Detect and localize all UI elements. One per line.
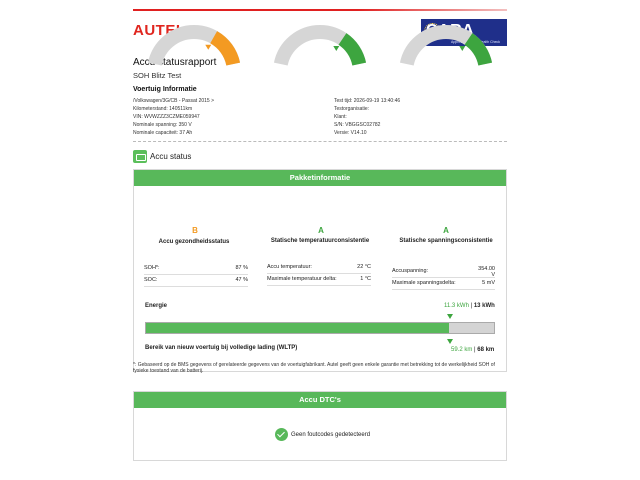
customer: Klant: bbox=[334, 114, 347, 121]
test-time: Test tijd: 2026-09-19 13:40:46 bbox=[334, 98, 401, 104]
section-divider bbox=[133, 141, 507, 142]
energy-value bbox=[444, 303, 495, 309]
vehicle-nominal-voltage: Nominale spanning: 350 V bbox=[133, 122, 192, 129]
check-circle-icon bbox=[275, 428, 288, 441]
gauge-segment bbox=[468, 39, 485, 64]
voltage-row bbox=[392, 266, 495, 278]
vehicle-vin: VIN: WVWZZZ3CZME059947 bbox=[133, 114, 200, 121]
voltage-delta-value: 5 mV bbox=[482, 280, 495, 286]
soh-row bbox=[144, 263, 248, 275]
energy-separator: | bbox=[468, 303, 474, 309]
energy-bar-fill bbox=[146, 323, 449, 333]
autel-logo: AUTEL bbox=[133, 22, 186, 39]
vehicle-mileage: Kilometerstand: 140511km bbox=[133, 106, 193, 113]
vehicle-model: /Volkswagen/3G/CB - Passat 2015 > bbox=[133, 98, 215, 104]
energy-label: Energie bbox=[145, 303, 168, 309]
temperature-delta-value: 1 °C bbox=[360, 276, 371, 282]
dtc-title: Accu DTC's bbox=[134, 392, 506, 408]
soh-table bbox=[144, 263, 248, 287]
temperature-value: 22 °C bbox=[357, 264, 371, 270]
gauge-pointer bbox=[205, 45, 211, 50]
gauge-pointer bbox=[459, 46, 465, 51]
battery-icon bbox=[133, 150, 147, 163]
gauge-arc bbox=[394, 22, 501, 72]
voltage-table bbox=[392, 266, 495, 290]
soc-value: 47 % bbox=[235, 277, 248, 283]
range-label: Bereik van nieuw voertuig bij volledige lading (WLTP) bbox=[145, 345, 298, 351]
temperature-delta-row bbox=[267, 274, 371, 286]
health-grade: B bbox=[192, 226, 198, 235]
gauge-arc bbox=[268, 22, 372, 72]
serial-number: S/N: VBGGSC02782 bbox=[334, 122, 381, 129]
pack-info-title: Pakketinformatie bbox=[134, 170, 506, 186]
battery-status-heading: Accu status bbox=[150, 152, 192, 161]
soc-row bbox=[144, 275, 248, 287]
vehicle-info-right bbox=[334, 97, 400, 137]
voltage-delta-key: Maximale spanningsdelta: bbox=[392, 280, 456, 286]
vehicle-nominal-capacity: Nominale capaciteit: 37 Ah bbox=[133, 130, 193, 137]
range-separator: | bbox=[472, 347, 478, 353]
temperature-table bbox=[267, 262, 371, 286]
dtc-status: Geen foutcodes gedetecteerd bbox=[291, 432, 371, 438]
temperature-gauge bbox=[268, 22, 372, 72]
soc-key: SOC: bbox=[144, 277, 158, 283]
range-current: 59.2 km bbox=[451, 347, 473, 353]
energy-total: 13 kWh bbox=[473, 303, 495, 309]
gauge-pointer bbox=[333, 46, 339, 51]
page-title: Accu statusrapport bbox=[133, 57, 217, 68]
voltage-gauge bbox=[394, 22, 501, 72]
energy-current: 11.3 kWh bbox=[444, 303, 469, 309]
range-value bbox=[451, 347, 494, 353]
test-organisation: Testorganisatie: bbox=[334, 106, 370, 113]
voltage-delta-row bbox=[392, 278, 495, 290]
soh-key: SOH*: bbox=[144, 265, 160, 271]
soh-value: 87 % bbox=[235, 265, 248, 271]
health-gauge bbox=[142, 22, 246, 72]
temperature-key: Accu temperatuur: bbox=[267, 264, 312, 270]
health-gauge-label: Accu gezondheidsstatus bbox=[158, 239, 230, 245]
gauge-arc bbox=[142, 22, 246, 72]
range-marker bbox=[447, 339, 453, 344]
temperature-delta-key: Maximale temperatuur delta: bbox=[267, 276, 337, 282]
cara-badge-tagline: Approved Battery Health Check bbox=[451, 40, 501, 44]
range-total: 68 km bbox=[477, 347, 495, 353]
vehicle-info-left bbox=[133, 97, 214, 137]
gauge-segment bbox=[214, 37, 234, 64]
voltage-key: Accuspanning: bbox=[392, 268, 429, 274]
footnote: *: Gebaseerd op de BMS gegevens of gerelateerde gegevens van de voertuigfabrikant. Autel geeft geen enkele garantie met betrekking tot de werkelijkheid SOH of fysieke toestand van de batterij. bbox=[133, 362, 495, 375]
page-subtitle: SOH Blitz Test bbox=[133, 71, 182, 80]
software-version: Versie: V14.10 bbox=[334, 130, 367, 137]
header-rule bbox=[133, 9, 507, 11]
energy-marker bbox=[447, 314, 453, 319]
voltage-value: 354.00 V bbox=[478, 266, 495, 278]
cara-badge-word: CARA bbox=[426, 22, 475, 39]
voltage-grade: A bbox=[443, 226, 449, 235]
voltage-gauge-label: Statische spanningsconsistentie bbox=[399, 238, 493, 244]
vehicle-info-heading: Voertuig Informatie bbox=[133, 86, 197, 93]
gauge-segment bbox=[342, 39, 359, 64]
energy-bar bbox=[145, 322, 495, 334]
temperature-row bbox=[267, 262, 371, 274]
temperature-grade: A bbox=[318, 226, 324, 235]
dtc-panel bbox=[133, 391, 507, 461]
temperature-gauge-label: Statische temperatuurconsistentie bbox=[270, 238, 370, 244]
